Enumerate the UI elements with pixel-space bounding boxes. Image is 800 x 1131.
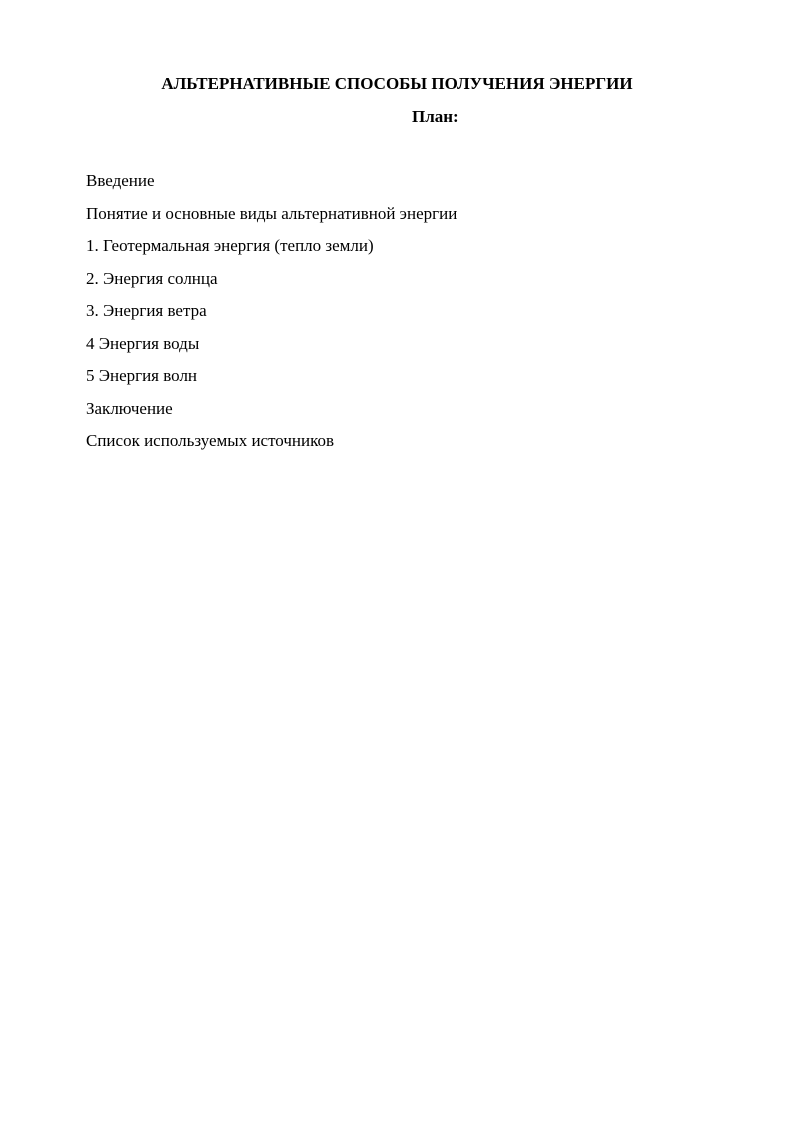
plan-list [86,170,457,463]
plan-item-wind: 3. Энергия ветра [86,301,207,320]
document-title: АЛЬТЕРНАТИВНЫЕ СПОСОБЫ ПОЛУЧЕНИЯ ЭНЕРГИИ [161,74,633,93]
plan-item-solar: 2. Энергия солнца [86,268,218,288]
plan-item-conclusion: Заключение [86,398,173,418]
plan-item-water: 4 Энергия воды [86,333,200,353]
plan-item-sources: Список используемых источников [86,431,335,450]
plan-item-waves: 5 Энергия волн [86,366,198,385]
plan-item-concept: Понятие и основные виды альтернативной энергии [86,203,458,223]
plan-heading: План: [412,107,459,126]
plan-item-introduction: Введение [86,171,155,190]
plan-item-geothermal: 1. Геотермальная энергия (тепло земли) [86,236,374,255]
